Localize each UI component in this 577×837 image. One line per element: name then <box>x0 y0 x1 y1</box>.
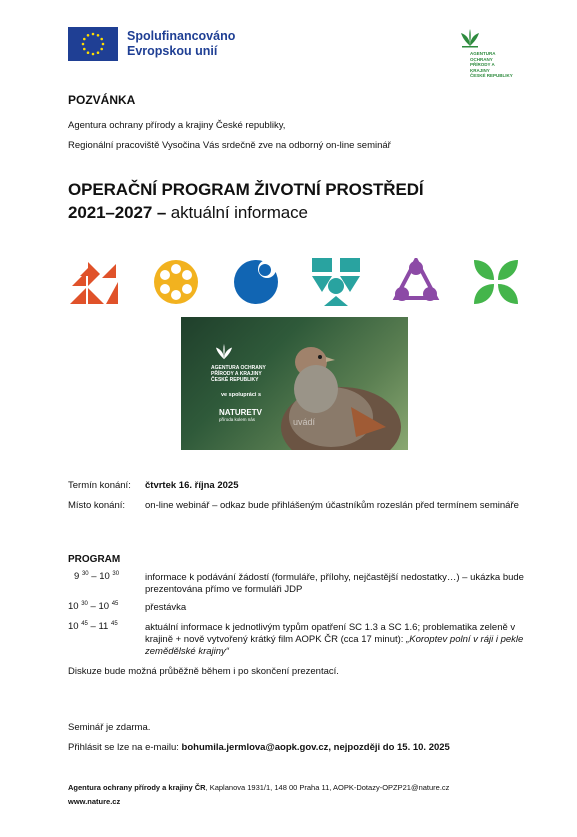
invitation-heading: POZVÁNKA <box>68 93 136 107</box>
footer-contact <box>68 783 449 792</box>
footer-web-link[interactable]: www.nature.cz <box>68 797 121 806</box>
signup-prefix: Přihlásit se lze na e-mailu: <box>68 742 182 753</box>
place-label: Místo konání: <box>68 500 126 511</box>
photo-watermark: uvádí <box>293 417 316 427</box>
signup-line <box>68 742 450 753</box>
atom-icon <box>392 258 440 306</box>
date-value: čtvrtek 16. října 2025 <box>145 480 239 491</box>
title-line1: OPERAČNÍ PROGRAM ŽIVOTNÍ PROSTŘEDÍ <box>68 180 424 199</box>
program-item-2: přestávka <box>145 602 187 613</box>
photo-aopk-text <box>211 365 271 383</box>
photo-logo-line2: PŘÍRODY A KRAJINY <box>211 371 262 377</box>
invitation-line1: Agentura ochrany přírody a krajiny České republiky, <box>68 120 286 131</box>
aopk-logo <box>458 28 514 79</box>
film-title: „Koroptev polní v ráji i pekle zemědělské krajiny“ <box>145 634 524 657</box>
naturetv-tagline: příroda kolem nás <box>219 417 256 422</box>
aopk-leaf-icon <box>458 28 482 48</box>
program-time-1: 9 $^{30}$ – 10 $^{30}$ <box>74 571 120 582</box>
leaves-icon <box>472 258 520 306</box>
photo-logo-line1: AGENTURA OCHRANY <box>211 365 266 371</box>
footer-org: Agentura ochrany přírody a krajiny ČR <box>68 783 206 792</box>
title-years: 2021–2027 – <box>68 203 171 222</box>
program-icons-row <box>70 258 520 306</box>
free-note: Seminář je zdarma. <box>68 722 151 733</box>
program-item-1: informace k podávání žádostí (formuláře, přílohy, nejčastější nedostatky…) – ukázka bude prezentována přímo ve formuláři JDP <box>145 572 524 595</box>
partridge-photo <box>181 317 408 450</box>
partridge-bird-image <box>181 317 408 450</box>
aopk-logo-line2: PŘÍRODY A KRAJINY <box>470 62 495 73</box>
eu-logo-line1: Spolufinancováno <box>127 29 236 43</box>
program-item-3-text: aktuální informace k jednotlivým typům opatření SC 1.3 a SC 1.6; problematika zeleně v krajině + nově vytvořený krátký film AOPK ČR (cca 17 minut): <box>145 622 516 645</box>
program-time-3: 10 $^{45}$ – 11 $^{45}$ <box>68 621 118 632</box>
signup-deadline: , nejpozději do 15. 10. 2025 <box>328 742 450 753</box>
naturetv-logo <box>219 408 262 422</box>
photo-aopk-leaf-icon <box>213 343 235 361</box>
place-value: on-line webinář – odkaz bude přihlášeným účastníkům rozeslán před termínem semináře <box>145 500 519 511</box>
triangles-icon <box>70 258 118 306</box>
program-time-2: 10 $^{30}$ – 10 $^{45}$ <box>68 601 119 612</box>
photo-logo-line3: ČESKÉ REPUBLIKY <box>211 377 259 383</box>
discussion-note: Diskuze bude možná průběžně během i po skončení prezentací. <box>68 666 339 677</box>
invitation-line2: Regionální pracoviště Vysočina Vás srdečně zve na odborný on-line seminář <box>68 140 391 151</box>
water-shapes-icon <box>312 258 360 306</box>
program-item-3 <box>145 622 530 658</box>
date-label: Termín konání: <box>68 480 131 491</box>
page-title <box>68 178 424 224</box>
footer-address: , Kaplanova 1931/1, 148 00 Praha 11, AOPK-Dotazy-OPZP21@nature.cz <box>205 783 450 792</box>
naturetv-name: NATURETV <box>219 408 262 417</box>
eu-logo-text <box>127 29 235 59</box>
signup-email-link[interactable]: bohumila.jermlova@aopk.gov.cz <box>181 742 329 753</box>
title-line2 <box>68 201 424 224</box>
flower-ring-icon <box>152 258 200 306</box>
aopk-logo-line1: AGENTURA OCHRANY <box>470 51 496 62</box>
photo-cooperation-text: ve spolupráci s <box>221 392 262 398</box>
program-heading: PROGRAM <box>68 554 121 565</box>
eu-flag-icon <box>68 27 118 61</box>
globe-icon <box>232 258 280 306</box>
title-subtitle: aktuální informace <box>170 203 308 222</box>
eu-logo-line2: Evropskou unií <box>127 44 218 58</box>
aopk-logo-line3: ČESKÉ REPUBLIKY <box>470 73 513 78</box>
